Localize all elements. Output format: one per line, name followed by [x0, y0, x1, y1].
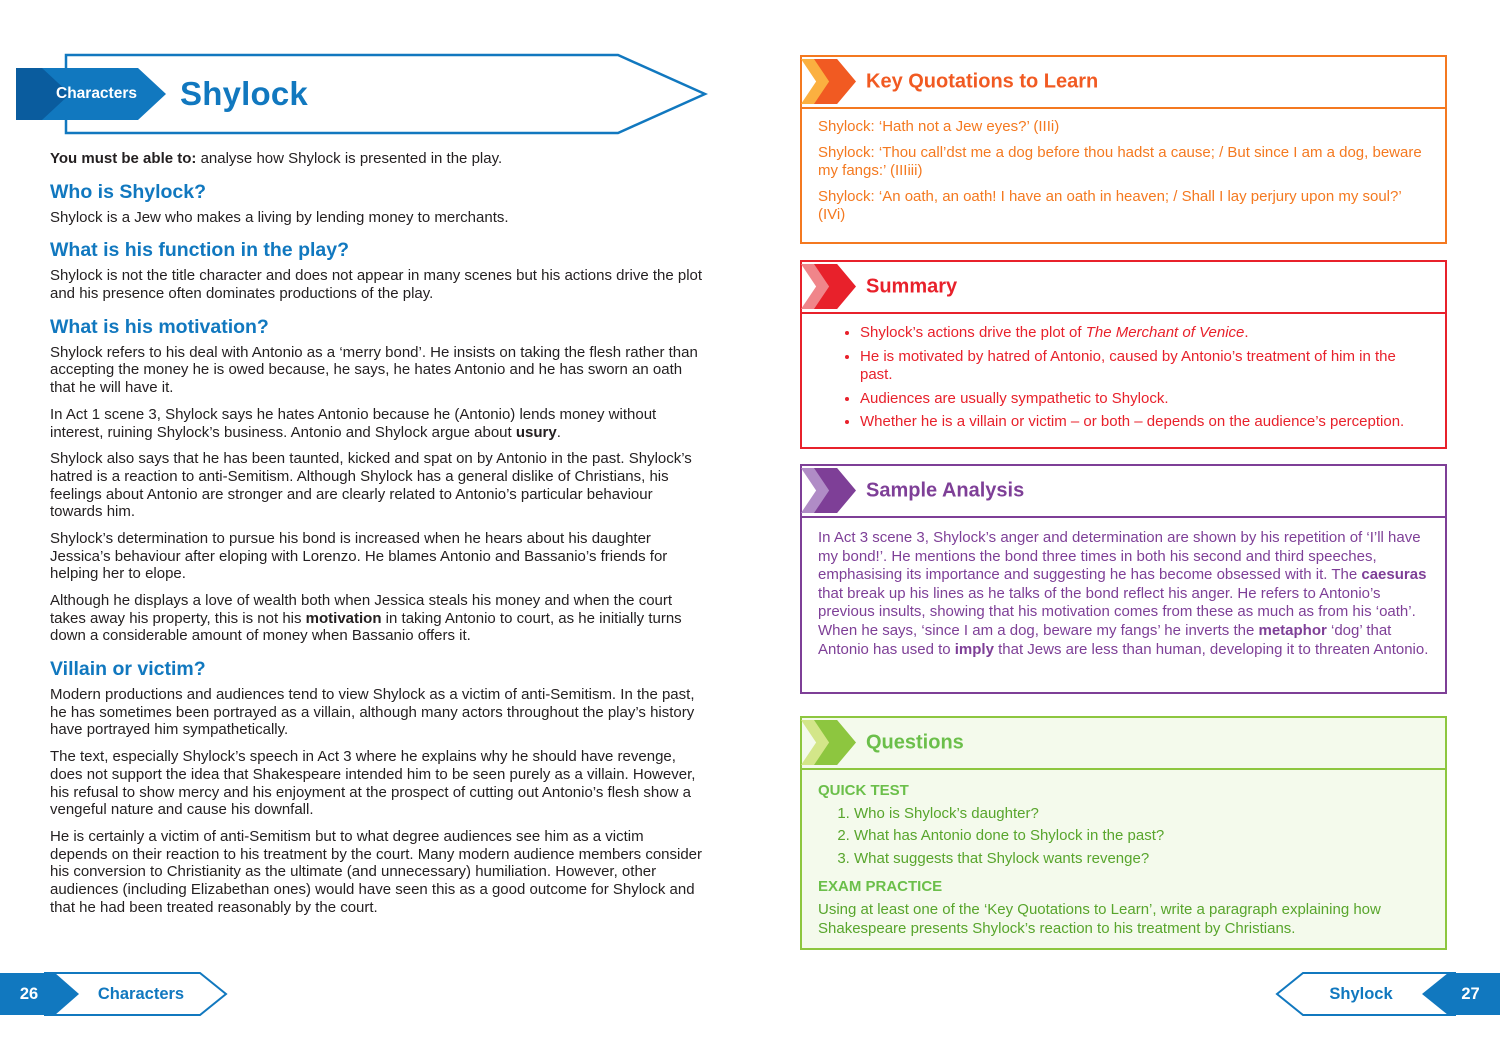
quotation: Shylock: ‘Thou call’dst me a dog before thou hadst a cause; / But since I am a dog, beware my fangs:’ (IIIiii)	[818, 143, 1422, 180]
paragraph: Shylock’s determination to pursue his bond is increased when he hears about his daughter Jessica’s behaviour after eloping with Lorenzo. He blames Antonio and Bassanio’s friends for helping her to elope.	[50, 529, 668, 583]
section-heading-function: What is his function in the play?	[50, 239, 350, 262]
section-heading-motivation: What is his motivation?	[50, 315, 269, 338]
paragraph: Shylock also says that he has been taunted, kicked and spat on by Antonio in the past. Shylock’s hatred is a reaction to anti-Semitism. Although Shylock has a general dislike of Christians, his feelings about Antonio are stronger and are clearly related to Antonio’s particular behaviour towards him.	[50, 450, 692, 521]
key-quotations-title: Key Quotations to Learn	[866, 70, 1099, 93]
page-number-left[interactable]: 26	[19, 984, 39, 1003]
chevron-arrow-icon	[801, 59, 865, 104]
exam-practice-label: EXAM PRACTICE	[818, 878, 943, 896]
quick-test-question: 3. What suggests that Shylock wants revenge?	[854, 850, 1429, 869]
footer-page-tab-shylock[interactable]	[1255, 970, 1500, 1018]
questions-header	[802, 718, 1445, 770]
quotation: Shylock: ‘An oath, an oath! I have an oath in heaven; / Shall I lay perjury upon my soul?’ (IVi)	[818, 187, 1402, 224]
quick-test-question: 2. What has Antonio done to Shylock in the past?	[854, 827, 1429, 846]
paragraph: Shylock is a Jew who makes a living by lending money to merchants.	[50, 208, 509, 226]
paragraph: Shylock is not the title character and does not appear in many scenes but his actions drive the plot and his presence often dominates productions of the play.	[50, 267, 703, 303]
analysis-paragraph: In Act 3 scene 3, Shylock’s anger and determination are shown by his repetition of ‘I’ll have my bond!’. He mentions the bond three times in both his second and third speeches, emphasising its importance and suggesting he has become obsessed with it. The caesuras that break up his lines as he talks of the bond reflect his anger. He refers to Antonio’s previous insults, showing that his motivation comes from these as much as from his ‘oath’. When he says, ‘since I am a dog, beware my fangs’ he inverts the metaphor ‘dog’ that Antonio has used to imply that Jews are less than human, developing it to threaten Antonio.	[818, 529, 1429, 658]
questions-body	[802, 770, 1445, 948]
key-quotations-body	[802, 109, 1445, 242]
section-heading-villain: Villain or victim?	[50, 658, 206, 681]
footer-left-label[interactable]: Characters	[97, 984, 185, 1003]
page-header	[8, 53, 708, 135]
footer-page-tab-characters[interactable]	[0, 970, 245, 1018]
chevron-arrow-icon	[801, 720, 865, 765]
left-page-content	[50, 150, 704, 925]
summary-title: Summary	[866, 275, 958, 298]
summary-bullet: • Audiences are usually sympathetic to Shylock.	[860, 390, 1429, 409]
quotation: Shylock: ‘Hath not a Jew eyes?’ (IIIi)	[818, 118, 1060, 135]
learning-objective: You must be able to: analyse how Shylock is presented in the play.	[50, 150, 503, 167]
page-number-right[interactable]: 27	[1461, 984, 1480, 1003]
sample-analysis-box	[800, 464, 1447, 694]
section-heading-who: Who is Shylock?	[50, 180, 207, 203]
page-title: Shylock	[180, 75, 308, 112]
quick-test-list	[818, 805, 1429, 869]
summary-header	[802, 262, 1445, 314]
paragraph: Shylock refers to his deal with Antonio as a ‘merry bond’. He insists on taking the flesh rather than accepting the money he is owed because, he says, he hates Antonio and he has sworn an oath that he will have it.	[50, 343, 698, 397]
summary-body	[802, 314, 1445, 447]
questions-title: Questions	[866, 731, 964, 754]
quick-test-label: QUICK TEST	[818, 782, 909, 799]
sample-analysis-header	[802, 466, 1445, 518]
paragraph: Modern productions and audiences tend to view Shylock as a victim of anti-Semitism. In the past, he has sometimes been portrayed as a villain, although many actors throughout the play’s history have portrayed him sympathetically.	[50, 686, 695, 739]
summary-bullet: • Shylock’s actions drive the plot of The Merchant of Venice.	[860, 324, 1429, 343]
exam-practice-text: Using at least one of the ‘Key Quotations to Learn’, write a paragraph explaining how Shakespeare presents Shylock’s reaction to his treatment by Christians.	[818, 900, 1381, 937]
summary-bullet: • He is motivated by hatred of Antonio, caused by Antonio’s treatment of him in the past.	[860, 348, 1429, 385]
key-quotations-header	[802, 57, 1445, 109]
sample-analysis-body	[802, 518, 1445, 676]
summary-bullet: • Whether he is a villain or victim – or both – depends on the audience’s perception.	[860, 413, 1429, 432]
paragraph: The text, especially Shylock’s speech in Act 3 where he explains why he should have revenge, does not support the idea that Shakespeare intended him to be seen purely as a villain. However, his refusal to show mercy and his enjoyment at the prospect of cutting out Antonio’s flesh show a vengeful nature and cause his downfall.	[50, 748, 696, 819]
breadcrumb-tab: Characters	[56, 85, 137, 102]
chevron-arrow-icon	[801, 264, 865, 309]
questions-box	[800, 716, 1447, 950]
summary-bullet-list	[818, 324, 1429, 432]
paragraph: He is certainly a victim of anti-Semitism but to what degree audiences see him as a victim depends on their reaction to his treatment by the court. Many modern audience members consider his conversion to Christianity as the ultimate (and unnecessary) humiliation. However, other audiences (including Elizabethan ones) would have seen this as a good outcome for Shylock and that he had been treated reasonably by the court.	[50, 827, 703, 916]
key-quotations-box	[800, 55, 1447, 244]
paragraph: Although he displays a love of wealth both when Jessica steals his money and when the court takes away his property, this is not his motivation in taking Antonio to court, as he initially turns down a considerable amount of money when Bassanio offers it.	[50, 592, 682, 645]
summary-box	[800, 260, 1447, 449]
paragraph: In Act 1 scene 3, Shylock says he hates Antonio because he (Antonio) lends money without interest, ruining Shylock’s business. Antonio and Shylock argue about usury.	[50, 405, 657, 441]
quick-test-question: 1. Who is Shylock’s daughter?	[854, 805, 1429, 824]
sample-analysis-title: Sample Analysis	[866, 479, 1025, 502]
footer-right-label[interactable]: Shylock	[1329, 984, 1393, 1003]
chevron-arrow-icon	[801, 468, 865, 513]
